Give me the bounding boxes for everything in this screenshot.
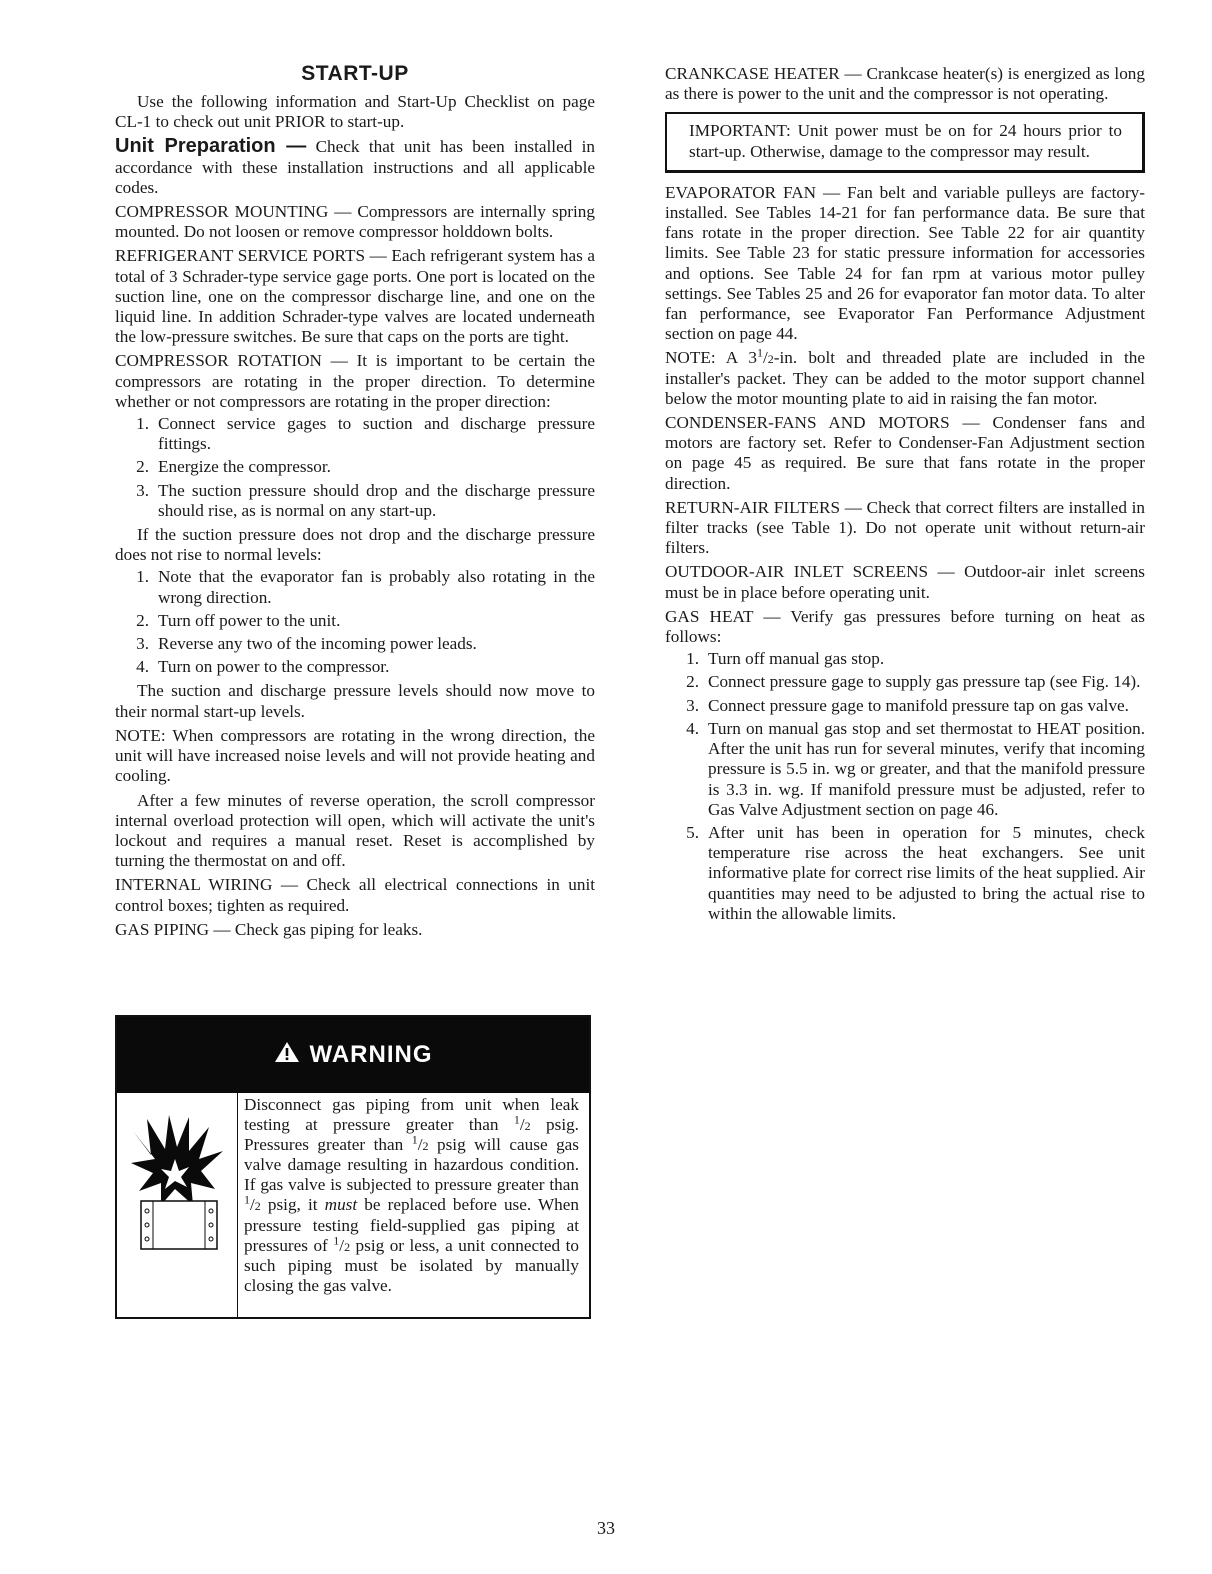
condenser-fans-paragraph: CONDENSER-FANS AND MOTORS — Condenser fans and motors are factory set. Refer to Condenser-Fan Adjustment section on page 45 as required. Be sure that fans rotate in the proper direction.	[665, 413, 1145, 493]
list-item: 1. Turn off manual gas stop.	[686, 649, 885, 669]
list-item: 3. Connect pressure gage to manifold pressure tap on gas valve.	[686, 695, 1129, 715]
list-item: 5. After unit has been in operation for 5 minutes, check temperature rise across the heat exchangers. See unit informative plate for correct rise limits of the heat supplied. Air quantities may need to be adjusted to bring the actual rise to within the allowable limits.	[686, 822, 1145, 923]
warning-box	[115, 1015, 591, 1319]
warning-text-cell	[238, 1093, 589, 1317]
crankcase-heater-paragraph: CRANKCASE HEATER — Crankcase heater(s) is energized as long as there is power to the unit and the compressor is not operating.	[665, 64, 1145, 104]
internal-wiring-paragraph: INTERNAL WIRING — Check all electrical connections in unit control boxes; tighten as required.	[115, 875, 595, 915]
if-suction-paragraph: If the suction pressure does not drop and the discharge pressure does not rise to normal levels:	[115, 525, 595, 565]
unit-preparation-heading: Unit Preparation —	[115, 135, 307, 158]
warning-body	[117, 1093, 589, 1317]
return-air-filters-paragraph: RETURN-AIR FILTERS — Check that correct filters are installed in filter tracks (see Table 1). Do not operate unit without return-air filters.	[665, 497, 1145, 558]
important-box	[665, 112, 1145, 172]
list-item: 1. Note that the evaporator fan is probably also rotating in the wrong direction.	[136, 567, 595, 607]
warning-header	[117, 1017, 589, 1093]
gas-heat-paragraph: GAS HEAT — Verify gas pressures before turning on heat as follows:	[665, 606, 1145, 647]
list-item: 4. Turn on power to the compressor.	[136, 657, 390, 677]
section-title: START-UP	[301, 62, 409, 85]
rotation-steps-list	[115, 414, 595, 521]
list-item: 3. The suction pressure should drop and the discharge pressure should rise, as is normal on any start-up.	[136, 480, 595, 520]
unit-preparation-paragraph	[115, 136, 595, 198]
warning-title: WARNING	[309, 1041, 433, 1068]
list-item: 1. Connect service gages to suction and discharge pressure fittings.	[136, 414, 595, 454]
list-item: 3. Reverse any two of the incoming power leads.	[136, 634, 477, 654]
note-bolt-paragraph: NOTE: A $3^1/2-in$. bolt and threaded plate are included in the installer's packet. They can be added to the motor support channel below the motor mounting plate to aid in raising the fan motor.	[665, 345, 1145, 408]
list-item: 2. Connect pressure gage to supply gas pressure tap (see Fig. 14).	[686, 672, 1141, 692]
list-item: 4. Turn on manual gas stop and set thermostat to HEAT position. After the unit has run for several minutes, verify that incoming pressure is 5.5 in. wg or greater, and that the manifold pressure is 3.3 in. wg. If manifold pressure must be adjusted, refer to Gas Valve Adjustment section on page 46.	[686, 718, 1145, 819]
list-item: 2. Turn off power to the unit.	[136, 610, 341, 630]
gas-heat-steps-list	[665, 649, 1145, 924]
list-item: 2. Energize the compressor.	[136, 457, 331, 477]
right-column	[665, 64, 1145, 928]
warning-triangle-icon	[274, 1041, 300, 1070]
page-number: 33	[597, 1518, 615, 1538]
after-few-minutes-paragraph: After a few minutes of reverse operation, the scroll compressor internal overload protection will open, which will activate the unit's lockout and requires a manual reset. Reset is accomplished by turning the thermostat on and off.	[115, 790, 595, 871]
evaporator-fan-paragraph: EVAPORATOR FAN — Fan belt and variable pulleys are factory-installed. See Tables 14-21 for fan performance data. Be sure that fans rotate in the proper direction. See Table 22 for air quantity limits. See Table 23 for static pressure information for accessories and options. See Table 24 for fan rpm at various motor pulley settings. See Tables 25 and 26 for evaporator fan motor data. To alter fan performance, see Evaporator Fan Performance Adjustment section on page 44.	[665, 182, 1145, 344]
outdoor-air-screens-paragraph: OUTDOOR-AIR INLET SCREENS — Outdoor-air inlet screens must be in place before operating unit.	[665, 562, 1145, 602]
fix-steps-list	[115, 567, 595, 677]
refrigerant-service-ports-paragraph: REFRIGERANT SERVICE PORTS — Each refrigerant system has a total of 3 Schrader-type service gage ports. One port is located on the suction line, one on the compressor discharge line, and one on the liquid line. In addition Schrader-type valves are located underneath the low-pressure switches. Be sure that caps on the ports are tight.	[115, 246, 595, 347]
intro-paragraph: Use the following information and Start-Up Checklist on page CL-1 to check out unit PRIOR to start-up.	[115, 92, 595, 132]
important-text: IMPORTANT: Unit power must be on for 24 hours prior to start-up. Otherwise, damage to the compressor may result.	[689, 121, 1122, 161]
compressor-rotation-paragraph: COMPRESSOR ROTATION — It is important to be certain the compressors are rotating in the proper direction. To determine whether or not compressors are rotating in the proper direction:	[115, 351, 595, 411]
compressor-mounting-paragraph: COMPRESSOR MOUNTING — Compressors are internally spring mounted. Do not loosen or remove compressor holddown bolts.	[115, 202, 595, 242]
warning-icon-cell	[117, 1093, 238, 1317]
suction-discharge-paragraph: The suction and discharge pressure levels should now move to their normal start-up levels.	[115, 681, 595, 721]
warning-paragraph: Disconnect gas piping from unit when leak testing at pressure greater than $^1$/2 psig. Pressures greater than $^1$/2 psig will cause gas valve damage resulting in hazardous condition. If gas valve is subjected to pressure greater than $^1$/2 psig, it must be replaced before use. When pressure testing field-supplied gas piping at pressures of $^1$/2 psig or less, a unit connected to such piping must be isolated by manually closing the gas valve.	[244, 1095, 579, 1295]
note-rotating-paragraph: NOTE: When compressors are rotating in the wrong direction, the unit will have increased noise levels and will not provide heating and cooling.	[115, 725, 595, 786]
gas-piping-paragraph: GAS PIPING — Check gas piping for leaks.	[115, 919, 423, 939]
unit-preparation-text: Check that unit has been installed in accordance with these installation instructions and all applicable codes.	[115, 137, 595, 197]
explosion-hazard-icon	[117, 1093, 235, 1317]
left-column	[115, 62, 595, 940]
